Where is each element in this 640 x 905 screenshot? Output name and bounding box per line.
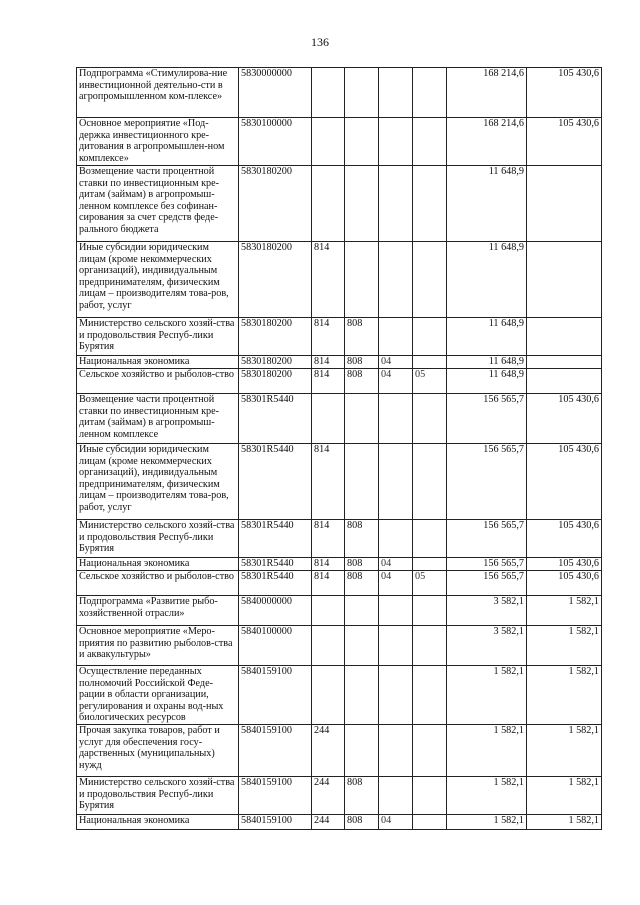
row-sum2-cell: 1 582,1 bbox=[527, 596, 602, 626]
row-subsection-cell: 05 bbox=[413, 571, 447, 596]
row-sum2-cell: 105 430,6 bbox=[527, 394, 602, 444]
row-sum1-cell: 156 565,7 bbox=[447, 520, 527, 558]
row-sum1-cell: 156 565,7 bbox=[447, 558, 527, 571]
row-grbs-cell: 808 bbox=[345, 520, 379, 558]
row-subsection-cell: 05 bbox=[413, 369, 447, 394]
row-sum2-cell bbox=[527, 318, 602, 356]
table-row bbox=[77, 166, 602, 242]
row-vr-cell bbox=[312, 626, 345, 666]
row-grbs-cell bbox=[345, 166, 379, 242]
row-vr-cell bbox=[312, 166, 345, 242]
row-vr-cell bbox=[312, 68, 345, 118]
row-section-cell bbox=[379, 596, 413, 626]
row-sum1-cell: 11 648,9 bbox=[447, 356, 527, 369]
row-grbs-cell bbox=[345, 118, 379, 166]
row-vr-cell: 814 bbox=[312, 444, 345, 520]
row-code-cell: 5840159100 bbox=[239, 814, 312, 829]
row-vr-cell: 244 bbox=[312, 776, 345, 814]
budget-table bbox=[76, 67, 602, 830]
row-vr-cell bbox=[312, 394, 345, 444]
row-name-cell: Возмещение части процентной ставки по инвестиционным кре-дитам (займам) в агропромыш-ленном комплексе без софинан-сирования за счет средств феде-рального бюджета bbox=[77, 166, 239, 242]
row-name-cell: Национальная экономика bbox=[77, 558, 239, 571]
row-subsection-cell bbox=[413, 776, 447, 814]
row-sum2-cell: 105 430,6 bbox=[527, 571, 602, 596]
row-grbs-cell: 808 bbox=[345, 369, 379, 394]
row-section-cell bbox=[379, 318, 413, 356]
row-section-cell bbox=[379, 626, 413, 666]
row-sum2-cell bbox=[527, 242, 602, 318]
row-grbs-cell bbox=[345, 666, 379, 725]
row-section-cell bbox=[379, 118, 413, 166]
row-subsection-cell bbox=[413, 118, 447, 166]
row-code-cell: 5840159100 bbox=[239, 724, 312, 776]
row-section-cell bbox=[379, 166, 413, 242]
row-sum2-cell: 1 582,1 bbox=[527, 814, 602, 829]
table-row bbox=[77, 356, 602, 369]
row-sum2-cell: 1 582,1 bbox=[527, 776, 602, 814]
row-grbs-cell bbox=[345, 394, 379, 444]
row-grbs-cell: 808 bbox=[345, 318, 379, 356]
row-subsection-cell bbox=[413, 724, 447, 776]
row-sum2-cell: 105 430,6 bbox=[527, 118, 602, 166]
row-name-cell: Иные субсидии юридическим лицам (кроме некоммерческих организаций), индивидуальным предпринимателям, физическим лицам – производителям това-ров, работ, услуг bbox=[77, 242, 239, 318]
row-grbs-cell: 808 bbox=[345, 776, 379, 814]
row-name-cell: Подпрограмма «Стимулирова-ние инвестиционной деятельно-сти в агропромышленном ком-плексе» bbox=[77, 68, 239, 118]
table-row bbox=[77, 242, 602, 318]
row-subsection-cell bbox=[413, 814, 447, 829]
row-sum1-cell: 11 648,9 bbox=[447, 318, 527, 356]
row-grbs-cell: 808 bbox=[345, 356, 379, 369]
row-sum2-cell: 105 430,6 bbox=[527, 520, 602, 558]
row-subsection-cell bbox=[413, 558, 447, 571]
row-code-cell: 5830100000 bbox=[239, 118, 312, 166]
row-code-cell: 58301R5440 bbox=[239, 394, 312, 444]
row-sum1-cell: 156 565,7 bbox=[447, 394, 527, 444]
row-sum2-cell: 1 582,1 bbox=[527, 724, 602, 776]
row-subsection-cell bbox=[413, 626, 447, 666]
row-vr-cell: 814 bbox=[312, 356, 345, 369]
row-sum1-cell: 1 582,1 bbox=[447, 724, 527, 776]
row-code-cell: 5830000000 bbox=[239, 68, 312, 118]
row-code-cell: 5840000000 bbox=[239, 596, 312, 626]
row-sum1-cell: 3 582,1 bbox=[447, 596, 527, 626]
row-sum2-cell bbox=[527, 166, 602, 242]
table-row bbox=[77, 118, 602, 166]
row-name-cell: Прочая закупка товаров, работ и услуг для обеспечения госу-дарственных (муниципальных) нужд bbox=[77, 724, 239, 776]
row-sum1-cell: 1 582,1 bbox=[447, 776, 527, 814]
row-section-cell bbox=[379, 776, 413, 814]
row-grbs-cell bbox=[345, 596, 379, 626]
row-name-cell: Министерство сельского хозяй-ства и продовольствия Респуб-лики Бурятия bbox=[77, 318, 239, 356]
row-code-cell: 5840159100 bbox=[239, 666, 312, 725]
table-row bbox=[77, 394, 602, 444]
row-sum1-cell: 168 214,6 bbox=[447, 68, 527, 118]
row-code-cell: 5830180200 bbox=[239, 242, 312, 318]
row-sum2-cell: 105 430,6 bbox=[527, 68, 602, 118]
row-vr-cell bbox=[312, 596, 345, 626]
row-name-cell: Основное мероприятие «Меро-приятия по развитию рыболов-ства и аквакультуры» bbox=[77, 626, 239, 666]
row-vr-cell: 814 bbox=[312, 242, 345, 318]
row-code-cell: 58301R5440 bbox=[239, 558, 312, 571]
row-name-cell: Подпрограмма «Развитие рыбо-хозяйственной отрасли» bbox=[77, 596, 239, 626]
row-grbs-cell: 808 bbox=[345, 814, 379, 829]
table-row bbox=[77, 520, 602, 558]
row-section-cell bbox=[379, 724, 413, 776]
row-subsection-cell bbox=[413, 166, 447, 242]
table-row bbox=[77, 666, 602, 725]
row-code-cell: 5840159100 bbox=[239, 776, 312, 814]
row-vr-cell: 814 bbox=[312, 369, 345, 394]
row-grbs-cell: 808 bbox=[345, 571, 379, 596]
row-section-cell: 04 bbox=[379, 356, 413, 369]
row-vr-cell bbox=[312, 666, 345, 725]
row-code-cell: 5830180200 bbox=[239, 369, 312, 394]
row-subsection-cell bbox=[413, 520, 447, 558]
row-code-cell: 5830180200 bbox=[239, 318, 312, 356]
row-subsection-cell bbox=[413, 242, 447, 318]
row-grbs-cell: 808 bbox=[345, 558, 379, 571]
row-grbs-cell bbox=[345, 242, 379, 318]
row-sum2-cell: 105 430,6 bbox=[527, 558, 602, 571]
row-subsection-cell bbox=[413, 394, 447, 444]
row-name-cell: Национальная экономика bbox=[77, 814, 239, 829]
row-sum1-cell: 11 648,9 bbox=[447, 242, 527, 318]
table-row bbox=[77, 724, 602, 776]
row-sum2-cell bbox=[527, 369, 602, 394]
row-name-cell: Иные субсидии юридическим лицам (кроме некоммерческих организаций), индивидуальным предпринимателям, физическим лицам – производителям това-ров, работ, услуг bbox=[77, 444, 239, 520]
row-section-cell bbox=[379, 242, 413, 318]
table-row bbox=[77, 369, 602, 394]
row-section-cell bbox=[379, 68, 413, 118]
row-name-cell: Осуществление переданных полномочий Российской Феде-рации в области организации, регулирования и охраны вод-ных биологических ресурсов bbox=[77, 666, 239, 725]
row-name-cell: Возмещение части процентной ставки по инвестиционным кре-дитам (займам) в агропромыш-ленном комплексе bbox=[77, 394, 239, 444]
row-sum1-cell: 168 214,6 bbox=[447, 118, 527, 166]
row-name-cell: Сельское хозяйство и рыболов-ство bbox=[77, 369, 239, 394]
row-code-cell: 58301R5440 bbox=[239, 520, 312, 558]
row-sum2-cell bbox=[527, 356, 602, 369]
row-section-cell: 04 bbox=[379, 571, 413, 596]
table-row bbox=[77, 776, 602, 814]
row-vr-cell: 814 bbox=[312, 520, 345, 558]
row-code-cell: 5840100000 bbox=[239, 626, 312, 666]
row-sum1-cell: 156 565,7 bbox=[447, 444, 527, 520]
row-vr-cell: 814 bbox=[312, 558, 345, 571]
row-sum1-cell: 3 582,1 bbox=[447, 626, 527, 666]
row-grbs-cell bbox=[345, 68, 379, 118]
row-sum2-cell: 105 430,6 bbox=[527, 444, 602, 520]
row-name-cell: Национальная экономика bbox=[77, 356, 239, 369]
table-row bbox=[77, 318, 602, 356]
table-row bbox=[77, 558, 602, 571]
row-subsection-cell bbox=[413, 356, 447, 369]
row-sum1-cell: 11 648,9 bbox=[447, 166, 527, 242]
row-sum1-cell: 11 648,9 bbox=[447, 369, 527, 394]
row-vr-cell: 814 bbox=[312, 318, 345, 356]
row-section-cell bbox=[379, 444, 413, 520]
row-subsection-cell bbox=[413, 596, 447, 626]
row-vr-cell bbox=[312, 118, 345, 166]
row-sum1-cell: 1 582,1 bbox=[447, 666, 527, 725]
row-section-cell bbox=[379, 394, 413, 444]
row-name-cell: Министерство сельского хозяй-ства и продовольствия Респуб-лики Бурятия bbox=[77, 520, 239, 558]
row-sum1-cell: 156 565,7 bbox=[447, 571, 527, 596]
table-row bbox=[77, 814, 602, 829]
row-code-cell: 5830180200 bbox=[239, 356, 312, 369]
row-code-cell: 58301R5440 bbox=[239, 444, 312, 520]
table-row bbox=[77, 596, 602, 626]
table-row bbox=[77, 68, 602, 118]
row-sum1-cell: 1 582,1 bbox=[447, 814, 527, 829]
row-grbs-cell bbox=[345, 724, 379, 776]
row-subsection-cell bbox=[413, 666, 447, 725]
budget-table-body bbox=[77, 68, 602, 830]
row-section-cell: 04 bbox=[379, 814, 413, 829]
row-name-cell: Основное мероприятие «Под-держка инвестиционного кре-дитования в агропромышлен-ном комплексе» bbox=[77, 118, 239, 166]
row-name-cell: Сельское хозяйство и рыболов-ство bbox=[77, 571, 239, 596]
table-row bbox=[77, 444, 602, 520]
row-vr-cell: 814 bbox=[312, 571, 345, 596]
row-grbs-cell bbox=[345, 444, 379, 520]
row-section-cell: 04 bbox=[379, 558, 413, 571]
row-vr-cell: 244 bbox=[312, 814, 345, 829]
row-grbs-cell bbox=[345, 626, 379, 666]
row-section-cell bbox=[379, 666, 413, 725]
row-subsection-cell bbox=[413, 318, 447, 356]
row-code-cell: 58301R5440 bbox=[239, 571, 312, 596]
row-sum2-cell: 1 582,1 bbox=[527, 666, 602, 725]
row-section-cell bbox=[379, 520, 413, 558]
table-row bbox=[77, 626, 602, 666]
row-section-cell: 04 bbox=[379, 369, 413, 394]
row-subsection-cell bbox=[413, 68, 447, 118]
row-name-cell: Министерство сельского хозяй-ства и продовольствия Респуб-лики Бурятия bbox=[77, 776, 239, 814]
table-row bbox=[77, 571, 602, 596]
row-subsection-cell bbox=[413, 444, 447, 520]
row-sum2-cell: 1 582,1 bbox=[527, 626, 602, 666]
page-number: 136 bbox=[311, 35, 329, 49]
row-code-cell: 5830180200 bbox=[239, 166, 312, 242]
row-vr-cell: 244 bbox=[312, 724, 345, 776]
